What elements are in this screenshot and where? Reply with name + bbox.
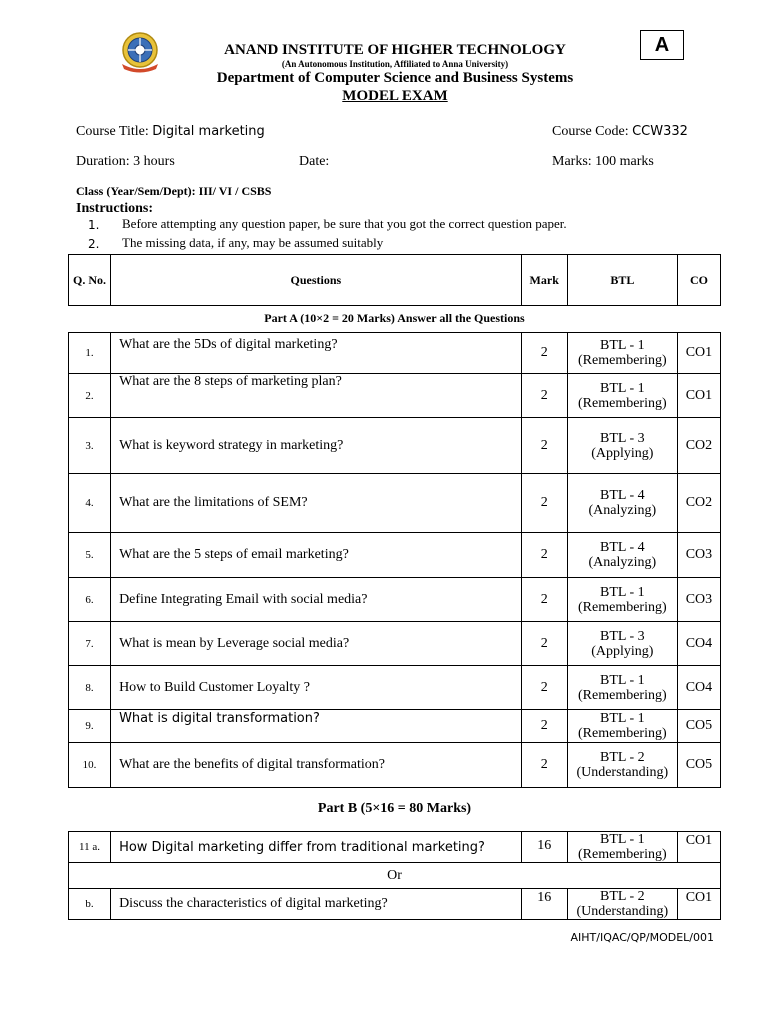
question-btl (567, 743, 677, 788)
btl-level: BTL - 2 (600, 750, 645, 765)
instruction-number: 2. (88, 237, 100, 251)
question-btl (567, 578, 677, 622)
btl-level: BTL - 3 (600, 628, 645, 644)
btl-level: BTL - 1 (600, 338, 645, 353)
course-title (76, 124, 265, 140)
question-text: Discuss the characteristics of digital marketing? (111, 889, 522, 920)
class-info: Class (Year/Sem/Dept): III/ VI / CSBS (76, 184, 272, 198)
question-btl (567, 889, 677, 920)
course-code (552, 124, 688, 140)
question-btl (567, 666, 677, 710)
question-mark: 16 (521, 832, 567, 863)
question-mark: 2 (521, 622, 567, 666)
instructions-heading: Instructions: (76, 201, 154, 216)
table-row (69, 666, 721, 710)
question-co: CO1 (677, 889, 720, 920)
table-row (69, 333, 721, 374)
btl-level: BTL - 1 (600, 832, 645, 847)
question-co: CO1 (677, 832, 720, 863)
btl-level: BTL - 1 (600, 672, 645, 688)
exam-title: MODEL EXAM (342, 88, 448, 104)
question-mark: 2 (521, 710, 567, 743)
btl-category: (Remembering) (578, 847, 667, 862)
question-mark: 2 (521, 374, 567, 418)
question-text: What is mean by Leverage social media? (111, 622, 522, 666)
question-number: 8. (69, 666, 111, 710)
table-row (69, 710, 721, 743)
btl-level: BTL - 1 (600, 584, 645, 600)
question-text: How Digital marketing differ from traditional marketing? (111, 832, 522, 863)
question-co: CO4 (677, 666, 720, 710)
question-co: CO2 (677, 474, 720, 533)
instruction-text: The missing data, if any, may be assumed suitably (122, 235, 384, 250)
btl-level: BTL - 3 (600, 430, 645, 446)
header-btl: BTL (567, 255, 677, 306)
btl-category: (Applying) (591, 643, 654, 659)
question-number: 9. (69, 710, 111, 743)
department-name: Department of Computer Science and Business Systems (216, 70, 574, 86)
btl-category: (Remembering) (578, 353, 667, 368)
btl-category: (Remembering) (578, 726, 667, 741)
btl-category: (Analyzing) (588, 555, 657, 570)
btl-level: BTL - 4 (600, 488, 645, 503)
question-btl (567, 374, 677, 418)
btl-category: (Remembering) (578, 395, 667, 411)
table-row (69, 889, 721, 920)
instruction-text: Before attempting any question paper, be sure that you got the correct question paper. (122, 216, 567, 231)
question-co: CO5 (677, 710, 720, 743)
question-text: What is keyword strategy in marketing? (111, 418, 522, 474)
instruction-number: 1. (88, 218, 100, 232)
question-number: 5. (69, 533, 111, 578)
question-number: 10. (69, 743, 111, 788)
question-number: 11 a. (69, 832, 111, 863)
question-btl (567, 622, 677, 666)
document-code: AIHT/IQAC/QP/MODEL/001 (570, 931, 714, 944)
question-co: CO2 (677, 418, 720, 474)
institution-name: ANAND INSTITUTE OF HIGHER TECHNOLOGY (224, 42, 566, 58)
duration: Duration: 3 hours (76, 154, 175, 169)
question-co: CO1 (677, 333, 720, 374)
btl-category: (Analyzing) (588, 503, 657, 518)
question-text: What are the benefits of digital transformation? (111, 743, 522, 788)
question-btl (567, 533, 677, 578)
btl-level: BTL - 1 (600, 380, 645, 396)
question-text: What are the 8 steps of marketing plan? (111, 374, 522, 418)
table-row (69, 578, 721, 622)
question-text: How to Build Customer Loyalty ? (111, 666, 522, 710)
question-btl (567, 333, 677, 374)
btl-level: BTL - 4 (600, 540, 645, 555)
part-a-title: Part A (10×2 = 20 Marks) Answer all the Questions (264, 311, 525, 325)
question-mark: 2 (521, 418, 567, 474)
question-mark: 2 (521, 666, 567, 710)
part-a-table (68, 332, 721, 788)
part-b-title: Part B (5×16 = 80 Marks) (317, 801, 472, 816)
btl-category: (Remembering) (578, 599, 667, 615)
table-row (69, 863, 721, 889)
question-mark: 2 (521, 333, 567, 374)
part-b-table (68, 831, 721, 920)
total-marks: Marks: 100 marks (552, 154, 654, 169)
course-code-label: Course Code: (552, 124, 629, 139)
table-row (69, 832, 721, 863)
header-co: CO (677, 255, 720, 306)
question-co: CO3 (677, 533, 720, 578)
btl-category: (Applying) (591, 445, 654, 461)
institution-subtitle: (An Autonomous Institution, Affiliated to Anna University) (281, 59, 509, 69)
table-row (69, 622, 721, 666)
question-text: Define Integrating Email with social media? (111, 578, 522, 622)
btl-category: (Understanding) (576, 904, 669, 919)
btl-level: BTL - 1 (600, 711, 645, 726)
question-number: b. (69, 889, 111, 920)
question-number: 2. (69, 374, 111, 418)
question-number: 3. (69, 418, 111, 474)
date: Date: (299, 154, 330, 169)
question-mark: 2 (521, 743, 567, 788)
question-number: 6. (69, 578, 111, 622)
questions-header-table (68, 254, 721, 306)
table-row (69, 374, 721, 418)
question-btl (567, 474, 677, 533)
course-title-value: Digital marketing (152, 124, 265, 139)
question-number: 1. (69, 333, 111, 374)
table-row (69, 533, 721, 578)
question-number: 4. (69, 474, 111, 533)
or-separator: Or (69, 863, 721, 889)
btl-level: BTL - 2 (600, 889, 645, 904)
table-row (69, 743, 721, 788)
header-qno: Q. No. (69, 255, 111, 306)
question-mark: 2 (521, 474, 567, 533)
question-set-box: A (640, 30, 684, 60)
question-number: 7. (69, 622, 111, 666)
question-btl (567, 832, 677, 863)
question-co: CO1 (677, 374, 720, 418)
question-co: CO3 (677, 578, 720, 622)
question-text: What are the 5Ds of digital marketing? (111, 333, 522, 374)
question-btl (567, 710, 677, 743)
question-text: What are the 5 steps of email marketing? (111, 533, 522, 578)
question-co: CO5 (677, 743, 720, 788)
question-btl (567, 418, 677, 474)
table-row (69, 474, 721, 533)
btl-category: (Understanding) (576, 765, 669, 780)
header-questions: Questions (111, 255, 522, 306)
btl-category: (Remembering) (578, 687, 667, 703)
question-mark: 2 (521, 578, 567, 622)
question-mark: 2 (521, 533, 567, 578)
question-text: What is digital transformation? (111, 710, 522, 743)
course-title-label: Course Title: (76, 124, 149, 139)
course-code-value: CCW332 (632, 124, 688, 139)
question-mark: 16 (521, 889, 567, 920)
question-co: CO4 (677, 622, 720, 666)
header-mark: Mark (521, 255, 567, 306)
question-text: What are the limitations of SEM? (111, 474, 522, 533)
table-row (69, 418, 721, 474)
